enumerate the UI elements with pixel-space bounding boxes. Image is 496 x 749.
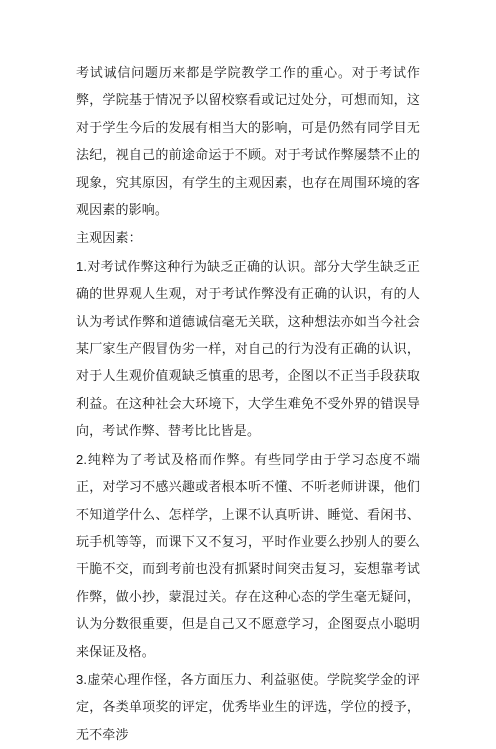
paragraph-text: 主观因素： bbox=[76, 231, 142, 247]
list-item-number: 1. bbox=[76, 258, 88, 274]
list-item-text: 虚荣心理作怪，各方面压力、利益驱使。学院奖学金的评定，各类单项奖的评定，优秀毕业生的评选，学位的授予，无不牵涉 bbox=[76, 672, 420, 743]
paragraph-text: 考试诚信问题历来都是学院教学工作的重心。对于考试作弊，学院基于情况予以留校察看或记过处分，可想而知，这对于学生今后的发展有相当大的影响，可是仍然有同学目无法纪，视自己的前途命运于不顾。对于考试作弊屡禁不止的现象，究其原因，有学生的主观因素，也存在周围环境的客观因素的影响。 bbox=[76, 66, 420, 219]
list-item-1 bbox=[76, 253, 420, 446]
document-body bbox=[76, 59, 420, 749]
list-item-text: 纯粹为了考试及格而作弊。有些同学由于学习态度不端正，对学习不感兴趣或者根本听不懂、不听老师讲课，他们不知道学什么、怎样学，上课不认真听讲、睡觉、看闲书、玩手机等等，而课下又不复习，平时作业要么抄别人的要么干脆不交，而到考前也没有抓紧时间突击复习，妄想靠考试作弊，做小抄，蒙混过关。存在这种心态的学生毫无疑问，认为分数很重要，但是自己又不愿意学习，企图耍点小聪明来保证及格。 bbox=[76, 452, 420, 660]
paragraph-intro bbox=[76, 59, 420, 224]
list-item-3 bbox=[76, 666, 420, 749]
list-item-number: 2. bbox=[76, 451, 88, 467]
list-item-number: 3. bbox=[76, 671, 88, 687]
list-item-text: 对考试作弊这种行为缺乏正确的认识。部分大学生缺乏正确的世界观人生观，对于考试作弊没有正确的认识，有的人认为考试作弊和道德诚信毫无关联，这种想法亦如当今社会某厂家生产假冒伪劣一样，对自己的行为没有正确的认识，对于人生观价值观缺乏慎重的思考，企图以不正当手段获取利益。在这种社会大环境下，大学生难免不受外界的错误导向，考试作弊、替考比比皆是。 bbox=[76, 259, 420, 440]
list-item-2 bbox=[76, 446, 420, 666]
subheading-subjective-factors bbox=[76, 224, 420, 252]
